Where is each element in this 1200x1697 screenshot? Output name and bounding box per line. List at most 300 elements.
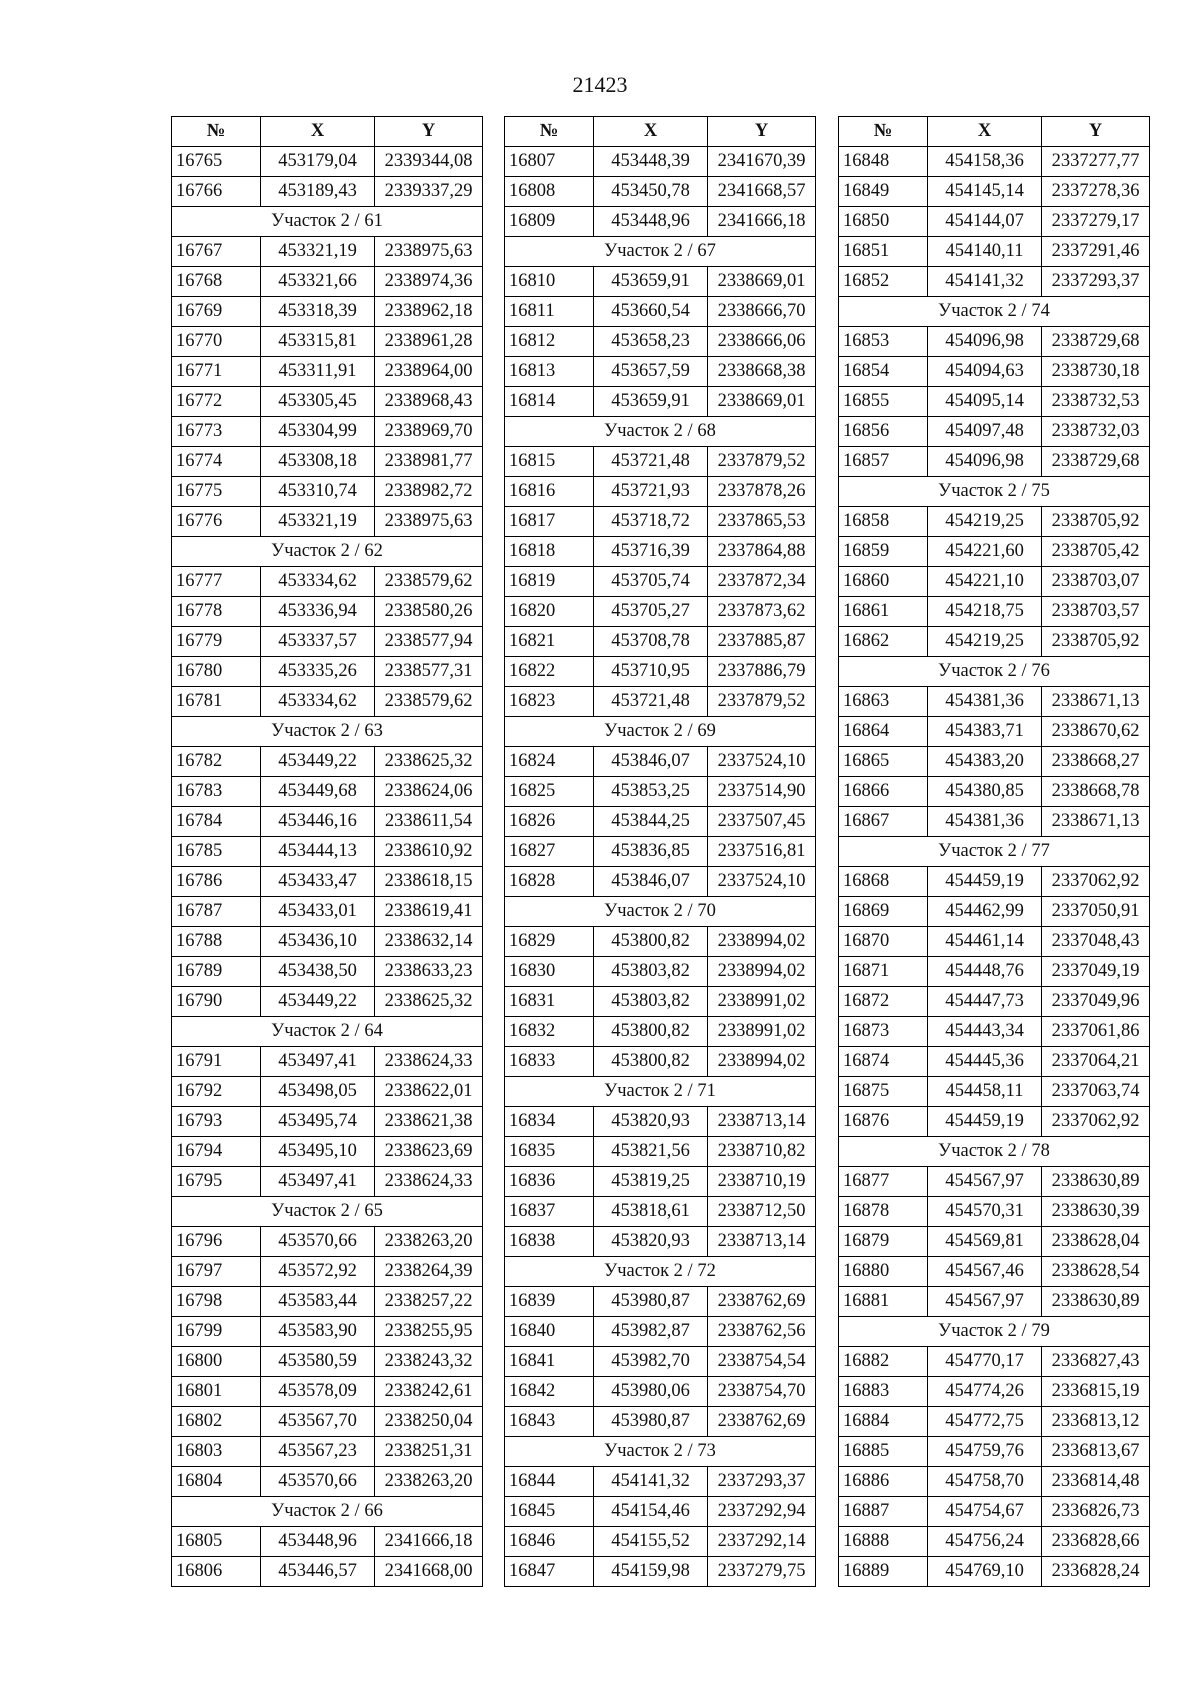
- x-coordinate-cell: 454567,46: [928, 1257, 1042, 1287]
- table-header-row: [172, 117, 483, 147]
- x-coordinate-cell: 453321,19: [261, 507, 375, 537]
- x-coordinate-cell: 453708,78: [594, 627, 708, 657]
- table-row: [172, 357, 483, 387]
- y-coordinate-cell: 2337064,21: [1042, 1047, 1150, 1077]
- y-coordinate-cell: 2338579,62: [375, 687, 483, 717]
- table-row: [839, 687, 1150, 717]
- point-number-cell: 16773: [172, 417, 261, 447]
- point-number-cell: 16794: [172, 1137, 261, 1167]
- point-number-cell: 16853: [839, 327, 928, 357]
- section-row: [172, 1017, 483, 1047]
- x-coordinate-cell: 454462,99: [928, 897, 1042, 927]
- point-number-cell: 16850: [839, 207, 928, 237]
- point-number-cell: 16828: [505, 867, 594, 897]
- point-number-cell: 16867: [839, 807, 928, 837]
- x-coordinate-cell: 454570,31: [928, 1197, 1042, 1227]
- x-coordinate-cell: 454447,73: [928, 987, 1042, 1017]
- x-coordinate-cell: 453705,27: [594, 597, 708, 627]
- table-row: [505, 1017, 816, 1047]
- y-coordinate-cell: 2338668,27: [1042, 747, 1150, 777]
- x-coordinate-cell: 453658,23: [594, 327, 708, 357]
- point-number-cell: 16839: [505, 1287, 594, 1317]
- y-coordinate-cell: 2341666,18: [708, 207, 816, 237]
- x-coordinate-cell: 454383,71: [928, 717, 1042, 747]
- y-coordinate-cell: 2338622,01: [375, 1077, 483, 1107]
- table-row: [839, 1017, 1150, 1047]
- x-coordinate-cell: 453721,48: [594, 447, 708, 477]
- y-coordinate-cell: 2338975,63: [375, 237, 483, 267]
- point-number-cell: 16766: [172, 177, 261, 207]
- y-coordinate-cell: 2338991,02: [708, 1017, 816, 1047]
- point-number-cell: 16781: [172, 687, 261, 717]
- x-coordinate-cell: 454772,75: [928, 1407, 1042, 1437]
- y-coordinate-cell: 2337292,94: [708, 1497, 816, 1527]
- point-number-cell: 16874: [839, 1047, 928, 1077]
- x-coordinate-cell: 453818,61: [594, 1197, 708, 1227]
- table-row: [172, 957, 483, 987]
- x-coordinate-cell: 454459,19: [928, 1107, 1042, 1137]
- y-coordinate-cell: 2338670,62: [1042, 717, 1150, 747]
- x-coordinate-cell: 453450,78: [594, 177, 708, 207]
- x-coordinate-cell: 454770,17: [928, 1347, 1042, 1377]
- y-coordinate-cell: 2337063,74: [1042, 1077, 1150, 1107]
- table-row: [505, 1287, 816, 1317]
- y-coordinate-cell: 2338630,39: [1042, 1197, 1150, 1227]
- y-coordinate-cell: 2338710,82: [708, 1137, 816, 1167]
- table-row: [839, 627, 1150, 657]
- x-coordinate-cell: 453567,70: [261, 1407, 375, 1437]
- point-number-cell: 16770: [172, 327, 261, 357]
- x-coordinate-cell: 453179,04: [261, 147, 375, 177]
- x-coordinate-cell: 453718,72: [594, 507, 708, 537]
- y-coordinate-cell: 2338580,26: [375, 597, 483, 627]
- y-coordinate-cell: 2338579,62: [375, 567, 483, 597]
- x-coordinate-cell: 454769,10: [928, 1557, 1042, 1587]
- x-coordinate-cell: 453803,82: [594, 957, 708, 987]
- point-number-cell: 16808: [505, 177, 594, 207]
- point-number-cell: 16838: [505, 1227, 594, 1257]
- point-number-cell: 16777: [172, 567, 261, 597]
- table-row: [839, 537, 1150, 567]
- point-number-cell: 16789: [172, 957, 261, 987]
- section-row: [505, 1257, 816, 1287]
- y-coordinate-cell: 2338625,32: [375, 747, 483, 777]
- x-coordinate-cell: 453305,45: [261, 387, 375, 417]
- y-coordinate-cell: 2338255,95: [375, 1317, 483, 1347]
- x-column-header: X: [928, 117, 1042, 147]
- y-coordinate-cell: 2336813,67: [1042, 1437, 1150, 1467]
- table-row: [839, 207, 1150, 237]
- point-number-cell: 16877: [839, 1167, 928, 1197]
- x-coordinate-cell: 453821,56: [594, 1137, 708, 1167]
- x-coordinate-cell: 453448,96: [261, 1527, 375, 1557]
- point-number-cell: 16807: [505, 147, 594, 177]
- point-number-cell: 16856: [839, 417, 928, 447]
- point-number-cell: 16876: [839, 1107, 928, 1137]
- y-coordinate-cell: 2337291,46: [1042, 237, 1150, 267]
- y-coordinate-cell: 2338994,02: [708, 1047, 816, 1077]
- y-coordinate-cell: 2337514,90: [708, 777, 816, 807]
- x-coordinate-cell: 453446,16: [261, 807, 375, 837]
- y-coordinate-cell: 2338991,02: [708, 987, 816, 1017]
- section-title: Участок 2 / 79: [839, 1317, 1150, 1347]
- table-row: [505, 477, 816, 507]
- x-coordinate-cell: 453800,82: [594, 1017, 708, 1047]
- y-coordinate-cell: 2337049,19: [1042, 957, 1150, 987]
- x-coordinate-cell: 453721,93: [594, 477, 708, 507]
- table-row: [839, 897, 1150, 927]
- table-row: [505, 627, 816, 657]
- x-coordinate-cell: 453444,13: [261, 837, 375, 867]
- point-number-cell: 16805: [172, 1527, 261, 1557]
- x-coordinate-cell: 454759,76: [928, 1437, 1042, 1467]
- y-coordinate-cell: 2338975,63: [375, 507, 483, 537]
- section-title: Участок 2 / 66: [172, 1497, 483, 1527]
- point-number-cell: 16863: [839, 687, 928, 717]
- y-coordinate-cell: 2337293,37: [708, 1467, 816, 1497]
- x-coordinate-cell: 454756,24: [928, 1527, 1042, 1557]
- point-number-cell: 16858: [839, 507, 928, 537]
- x-coordinate-cell: 454219,25: [928, 507, 1042, 537]
- y-coordinate-cell: 2338633,23: [375, 957, 483, 987]
- table-row: [839, 1287, 1150, 1317]
- x-coordinate-cell: 453836,85: [594, 837, 708, 867]
- x-column-header: X: [261, 117, 375, 147]
- y-coordinate-cell: 2338703,57: [1042, 597, 1150, 627]
- point-number-cell: 16824: [505, 747, 594, 777]
- section-title: Участок 2 / 72: [505, 1257, 816, 1287]
- table-row: [172, 1377, 483, 1407]
- section-title: Участок 2 / 63: [172, 717, 483, 747]
- x-coordinate-cell: 453820,93: [594, 1107, 708, 1137]
- y-coordinate-cell: 2338994,02: [708, 927, 816, 957]
- y-coordinate-cell: 2338705,92: [1042, 627, 1150, 657]
- y-coordinate-cell: 2337879,52: [708, 687, 816, 717]
- x-coordinate-cell: 453819,25: [594, 1167, 708, 1197]
- point-number-cell: 16803: [172, 1437, 261, 1467]
- table-row: [505, 147, 816, 177]
- table-row: [839, 1557, 1150, 1587]
- y-coordinate-cell: 2338729,68: [1042, 447, 1150, 477]
- y-coordinate-cell: 2338577,94: [375, 627, 483, 657]
- table-row: [839, 1497, 1150, 1527]
- point-number-cell: 16848: [839, 147, 928, 177]
- x-coordinate-cell: 454381,36: [928, 687, 1042, 717]
- point-number-cell: 16844: [505, 1467, 594, 1497]
- y-coordinate-cell: 2338713,14: [708, 1107, 816, 1137]
- point-number-cell: 16788: [172, 927, 261, 957]
- point-number-cell: 16819: [505, 567, 594, 597]
- y-coordinate-cell: 2337879,52: [708, 447, 816, 477]
- y-coordinate-cell: 2338762,69: [708, 1407, 816, 1437]
- table-row: [505, 1047, 816, 1077]
- x-coordinate-cell: 453982,70: [594, 1347, 708, 1377]
- x-coordinate-cell: 453495,10: [261, 1137, 375, 1167]
- point-number-cell: 16862: [839, 627, 928, 657]
- x-coordinate-cell: 453800,82: [594, 927, 708, 957]
- section-title: Участок 2 / 67: [505, 237, 816, 267]
- y-coordinate-cell: 2337277,77: [1042, 147, 1150, 177]
- x-coordinate-cell: 453433,47: [261, 867, 375, 897]
- section-title: Участок 2 / 75: [839, 477, 1150, 507]
- table-row: [839, 1377, 1150, 1407]
- section-row: [839, 837, 1150, 867]
- y-coordinate-cell: 2339344,08: [375, 147, 483, 177]
- point-number-cell: 16780: [172, 657, 261, 687]
- x-coordinate-cell: 454774,26: [928, 1377, 1042, 1407]
- table-row: [839, 1527, 1150, 1557]
- table-row: [505, 987, 816, 1017]
- y-coordinate-cell: 2339337,29: [375, 177, 483, 207]
- table-row: [172, 1107, 483, 1137]
- table-row: [505, 1227, 816, 1257]
- table-row: [839, 777, 1150, 807]
- table-row: [839, 927, 1150, 957]
- table-row: [839, 597, 1150, 627]
- table-row: [839, 1077, 1150, 1107]
- x-coordinate-cell: 453189,43: [261, 177, 375, 207]
- x-coordinate-cell: 454567,97: [928, 1287, 1042, 1317]
- x-coordinate-cell: 453580,59: [261, 1347, 375, 1377]
- x-coordinate-cell: 453497,41: [261, 1047, 375, 1077]
- y-coordinate-cell: 2338630,89: [1042, 1287, 1150, 1317]
- point-number-cell: 16831: [505, 987, 594, 1017]
- point-number-cell: 16829: [505, 927, 594, 957]
- table-row: [839, 1197, 1150, 1227]
- table-row: [505, 297, 816, 327]
- point-number-cell: 16804: [172, 1467, 261, 1497]
- table-row: [172, 267, 483, 297]
- table-row: [839, 1257, 1150, 1287]
- x-coordinate-cell: 453449,22: [261, 747, 375, 777]
- table-row: [839, 357, 1150, 387]
- x-coordinate-cell: 453438,50: [261, 957, 375, 987]
- y-coordinate-cell: 2338669,01: [708, 387, 816, 417]
- table-row: [172, 327, 483, 357]
- section-title: Участок 2 / 65: [172, 1197, 483, 1227]
- section-title: Участок 2 / 71: [505, 1077, 816, 1107]
- point-number-cell: 16796: [172, 1227, 261, 1257]
- y-coordinate-cell: 2338250,04: [375, 1407, 483, 1437]
- section-title: Участок 2 / 61: [172, 207, 483, 237]
- y-coordinate-cell: 2338243,32: [375, 1347, 483, 1377]
- point-number-cell: 16797: [172, 1257, 261, 1287]
- x-coordinate-cell: 453495,74: [261, 1107, 375, 1137]
- point-number-cell: 16833: [505, 1047, 594, 1077]
- point-number-cell: 16815: [505, 447, 594, 477]
- point-number-cell: 16869: [839, 897, 928, 927]
- y-coordinate-cell: 2337507,45: [708, 807, 816, 837]
- x-coordinate-cell: 453980,87: [594, 1287, 708, 1317]
- y-coordinate-cell: 2337062,92: [1042, 867, 1150, 897]
- table-row: [839, 1407, 1150, 1437]
- y-coordinate-cell: 2338961,28: [375, 327, 483, 357]
- y-coordinate-cell: 2338762,69: [708, 1287, 816, 1317]
- table-row: [839, 1467, 1150, 1497]
- point-number-cell: 16840: [505, 1317, 594, 1347]
- table-row: [505, 1377, 816, 1407]
- point-number-cell: 16768: [172, 267, 261, 297]
- table-row: [172, 867, 483, 897]
- point-number-cell: 16884: [839, 1407, 928, 1437]
- y-coordinate-cell: 2338969,70: [375, 417, 483, 447]
- y-coordinate-cell: 2336815,19: [1042, 1377, 1150, 1407]
- x-coordinate-cell: 453820,93: [594, 1227, 708, 1257]
- y-coordinate-cell: 2337872,34: [708, 567, 816, 597]
- y-coordinate-cell: 2338994,02: [708, 957, 816, 987]
- x-coordinate-cell: 454097,48: [928, 417, 1042, 447]
- table-row: [505, 1197, 816, 1227]
- y-coordinate-cell: 2338705,42: [1042, 537, 1150, 567]
- table-row: [172, 657, 483, 687]
- point-number-cell: 16818: [505, 537, 594, 567]
- y-coordinate-cell: 2338669,01: [708, 267, 816, 297]
- x-coordinate-cell: 454381,36: [928, 807, 1042, 837]
- point-number-cell: 16857: [839, 447, 928, 477]
- point-number-cell: 16787: [172, 897, 261, 927]
- x-coordinate-cell: 454144,07: [928, 207, 1042, 237]
- y-coordinate-cell: 2337279,17: [1042, 207, 1150, 237]
- table-row: [839, 237, 1150, 267]
- y-coordinate-cell: 2338981,77: [375, 447, 483, 477]
- section-row: [505, 717, 816, 747]
- section-row: [505, 237, 816, 267]
- y-coordinate-cell: 2338668,78: [1042, 777, 1150, 807]
- y-coordinate-cell: 2337873,62: [708, 597, 816, 627]
- y-coordinate-cell: 2337061,86: [1042, 1017, 1150, 1047]
- point-number-cell: 16800: [172, 1347, 261, 1377]
- point-number-cell: 16811: [505, 297, 594, 327]
- table-row: [172, 1257, 483, 1287]
- table-row: [505, 327, 816, 357]
- table-row: [505, 507, 816, 537]
- point-number-cell: 16767: [172, 237, 261, 267]
- point-number-cell: 16887: [839, 1497, 928, 1527]
- x-coordinate-cell: 454754,67: [928, 1497, 1042, 1527]
- y-coordinate-cell: 2337865,53: [708, 507, 816, 537]
- x-coordinate-cell: 453497,41: [261, 1167, 375, 1197]
- x-coordinate-cell: 453846,07: [594, 747, 708, 777]
- section-title: Участок 2 / 69: [505, 717, 816, 747]
- table-row: [172, 597, 483, 627]
- point-number-cell: 16871: [839, 957, 928, 987]
- y-coordinate-cell: 2338628,04: [1042, 1227, 1150, 1257]
- section-row: [172, 537, 483, 567]
- table-row: [839, 1167, 1150, 1197]
- x-coordinate-cell: 454383,20: [928, 747, 1042, 777]
- x-coordinate-cell: 453315,81: [261, 327, 375, 357]
- y-coordinate-cell: 2338624,33: [375, 1047, 483, 1077]
- y-coordinate-cell: 2338732,03: [1042, 417, 1150, 447]
- x-coordinate-cell: 454140,11: [928, 237, 1042, 267]
- table-row: [839, 987, 1150, 1017]
- point-number-cell: 16826: [505, 807, 594, 837]
- x-coordinate-cell: 453433,01: [261, 897, 375, 927]
- point-number-cell: 16872: [839, 987, 928, 1017]
- table-row: [172, 177, 483, 207]
- x-coordinate-cell: 453659,91: [594, 267, 708, 297]
- x-coordinate-cell: 453436,10: [261, 927, 375, 957]
- x-column-header: X: [594, 117, 708, 147]
- section-row: [839, 477, 1150, 507]
- table-row: [505, 1317, 816, 1347]
- table-row: [172, 897, 483, 927]
- x-coordinate-cell: 454459,19: [928, 867, 1042, 897]
- table-row: [172, 687, 483, 717]
- x-coordinate-cell: 453657,59: [594, 357, 708, 387]
- point-number-cell: 16778: [172, 597, 261, 627]
- y-coordinate-cell: 2336826,73: [1042, 1497, 1150, 1527]
- table-row: [505, 567, 816, 597]
- table-row: [172, 1167, 483, 1197]
- x-coordinate-cell: 454218,75: [928, 597, 1042, 627]
- table-row: [505, 1407, 816, 1437]
- x-coordinate-cell: 454159,98: [594, 1557, 708, 1587]
- x-coordinate-cell: 454141,32: [594, 1467, 708, 1497]
- y-coordinate-cell: 2341668,00: [375, 1557, 483, 1587]
- table-header-row: [505, 117, 816, 147]
- x-coordinate-cell: 453721,48: [594, 687, 708, 717]
- table-row: [172, 417, 483, 447]
- x-coordinate-cell: 453660,54: [594, 297, 708, 327]
- table-row: [172, 1137, 483, 1167]
- x-coordinate-cell: 453334,62: [261, 567, 375, 597]
- table-row: [505, 447, 816, 477]
- point-number-cell: 16859: [839, 537, 928, 567]
- y-coordinate-cell: 2338705,92: [1042, 507, 1150, 537]
- point-number-cell: 16799: [172, 1317, 261, 1347]
- point-number-cell: 16786: [172, 867, 261, 897]
- x-coordinate-cell: 453980,06: [594, 1377, 708, 1407]
- table-row: [172, 1317, 483, 1347]
- y-coordinate-cell: 2338713,14: [708, 1227, 816, 1257]
- y-coordinate-cell: 2337048,43: [1042, 927, 1150, 957]
- y-coordinate-cell: 2338257,22: [375, 1287, 483, 1317]
- table-row: [172, 1557, 483, 1587]
- point-number-cell: 16846: [505, 1527, 594, 1557]
- table-row: [839, 717, 1150, 747]
- point-number-cell: 16776: [172, 507, 261, 537]
- y-coordinate-cell: 2341666,18: [375, 1527, 483, 1557]
- y-coordinate-cell: 2337278,36: [1042, 177, 1150, 207]
- y-coordinate-cell: 2337524,10: [708, 867, 816, 897]
- point-number-cell: 16813: [505, 357, 594, 387]
- y-coordinate-cell: 2338668,38: [708, 357, 816, 387]
- x-coordinate-cell: 453980,87: [594, 1407, 708, 1437]
- point-number-cell: 16834: [505, 1107, 594, 1137]
- section-row: [505, 417, 816, 447]
- x-coordinate-cell: 453311,91: [261, 357, 375, 387]
- point-number-cell: 16830: [505, 957, 594, 987]
- point-number-cell: 16870: [839, 927, 928, 957]
- table-row: [505, 597, 816, 627]
- table-row: [172, 1077, 483, 1107]
- table-row: [505, 657, 816, 687]
- point-number-cell: 16821: [505, 627, 594, 657]
- section-row: [172, 717, 483, 747]
- point-number-cell: 16801: [172, 1377, 261, 1407]
- table-row: [172, 1407, 483, 1437]
- x-coordinate-cell: 453578,09: [261, 1377, 375, 1407]
- table-row: [505, 867, 816, 897]
- section-title: Участок 2 / 62: [172, 537, 483, 567]
- point-number-cell: 16810: [505, 267, 594, 297]
- y-coordinate-cell: 2336828,66: [1042, 1527, 1150, 1557]
- x-coordinate-cell: 453570,66: [261, 1467, 375, 1497]
- point-number-cell: 16782: [172, 747, 261, 777]
- point-number-cell: 16791: [172, 1047, 261, 1077]
- x-coordinate-cell: 453803,82: [594, 987, 708, 1017]
